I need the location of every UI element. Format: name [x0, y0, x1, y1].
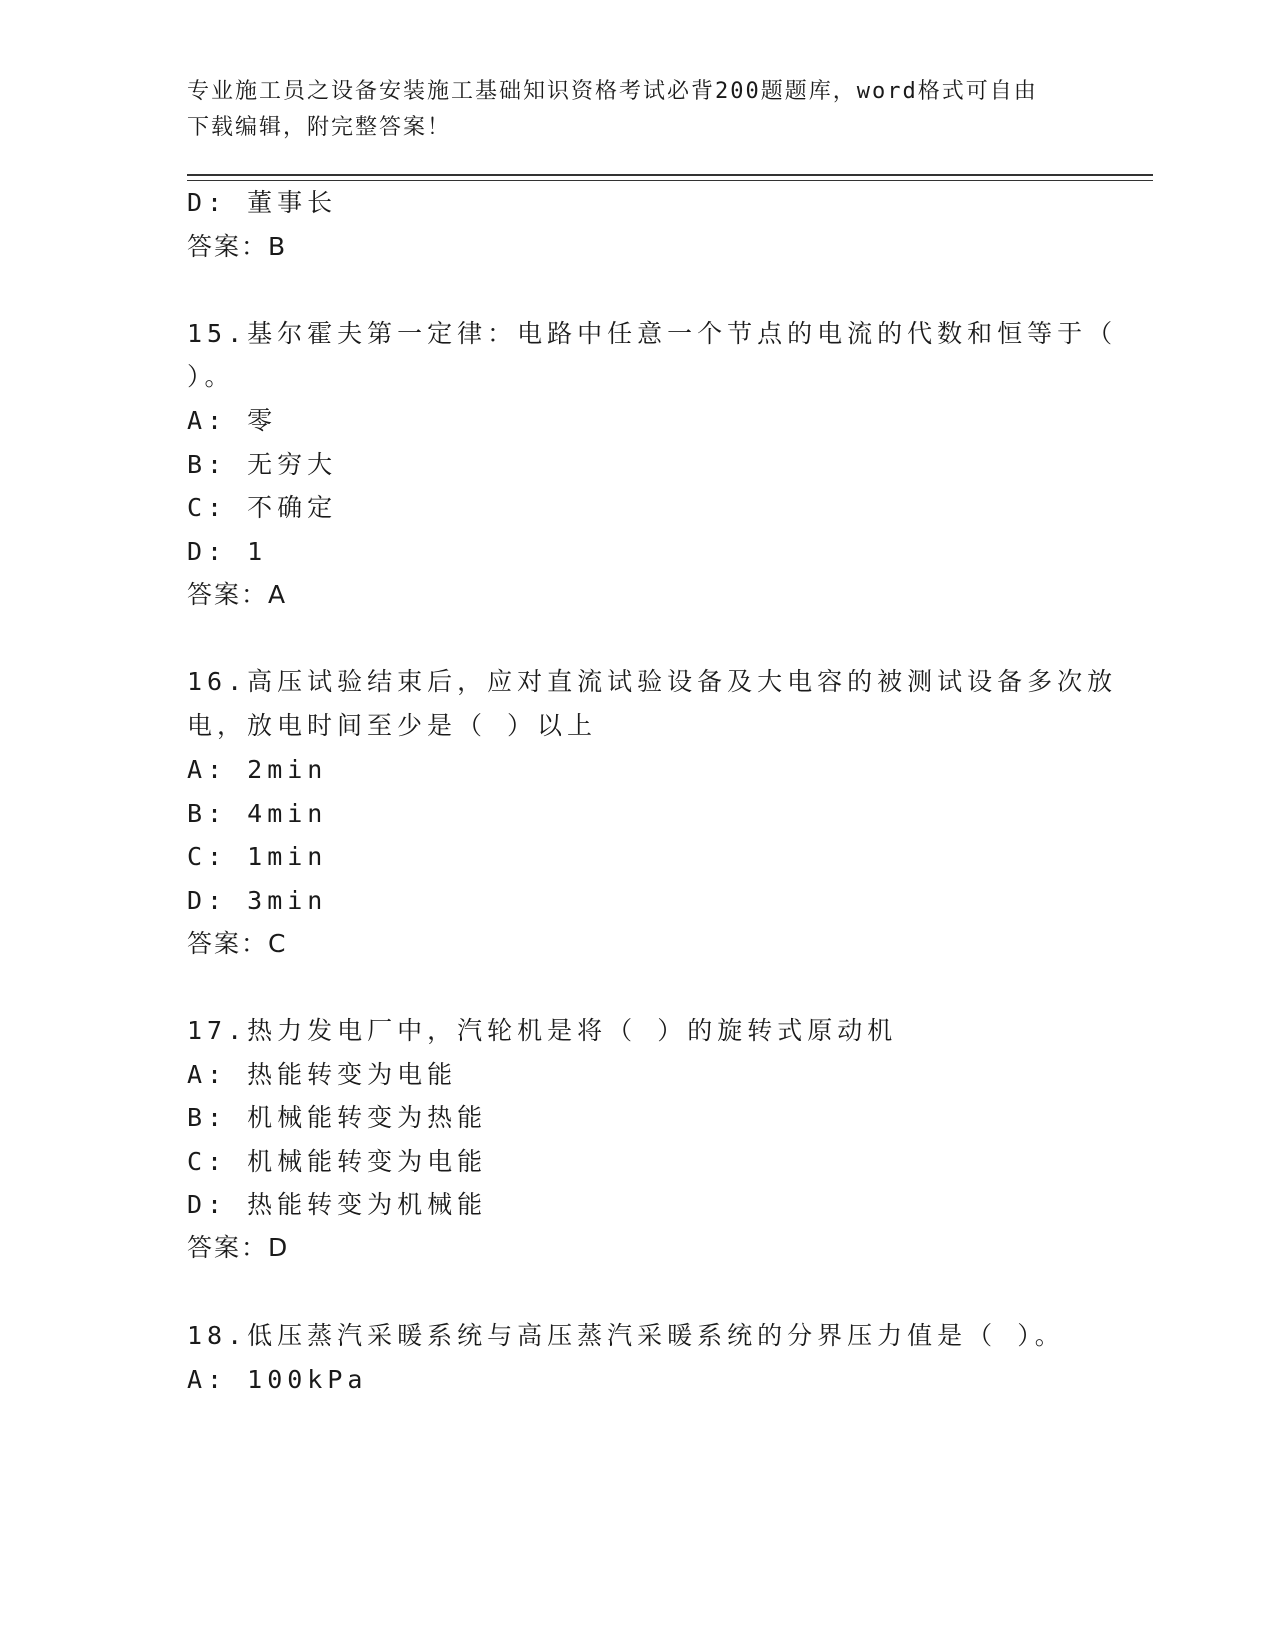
- header-divider-thick: [187, 174, 1153, 176]
- question-16-stem-1: 16.高压试验结束后，应对直流试验设备及大电容的被测试设备多次放: [187, 667, 1118, 696]
- header-line-1: 专业施工员之设备安装施工基础知识资格考试必背200题题库，word格式可自由: [187, 79, 1038, 104]
- question-18-option-a: A: 100kPa: [187, 1365, 368, 1394]
- question-17-stem-1: 17.热力发电厂中，汽轮机是将（ ）的旋转式原动机: [187, 1016, 898, 1045]
- question-16-option-b: B: 4min: [187, 799, 328, 828]
- question-16-stem-2: 电，放电时间至少是（ ）以上: [187, 711, 598, 740]
- question-16-answer: 答案：C: [187, 929, 288, 958]
- question-15-option-c: C: 不确定: [187, 493, 338, 522]
- question-18-stem-1: 18.低压蒸汽采暖系统与高压蒸汽采暖系统的分界压力值是（ ）。: [187, 1321, 1065, 1350]
- question-16-option-d: D: 3min: [187, 886, 328, 915]
- question-17-option-b: B: 机械能转变为热能: [187, 1103, 488, 1132]
- answer-label: 答案：B: [187, 232, 288, 261]
- question-16-option-a: A: 2min: [187, 755, 328, 784]
- question-15-stem-2: ）。: [187, 362, 235, 391]
- question-15-option-d: D: 1: [187, 537, 268, 566]
- question-17-option-a: A: 热能转变为电能: [187, 1060, 458, 1089]
- question-15-stem-1: 15.基尔霍夫第一定律：电路中任意一个节点的电流的代数和恒等于（: [187, 319, 1118, 348]
- document-header: [187, 74, 1067, 146]
- question-15-option-b: B: 无穷大: [187, 450, 338, 479]
- option-d: D: 董事长: [187, 188, 338, 217]
- question-17-option-c: C: 机械能转变为电能: [187, 1147, 488, 1176]
- question-15-option-a: A: 零: [187, 406, 278, 435]
- question-17-option-d: D: 热能转变为机械能: [187, 1190, 488, 1219]
- header-divider-thin: [187, 180, 1153, 181]
- question-17-answer: 答案：D: [187, 1233, 290, 1262]
- header-line-2: 下载编辑，附完整答案！: [187, 115, 452, 140]
- question-16-option-c: C: 1min: [187, 842, 328, 871]
- question-15-answer: 答案：A: [187, 580, 288, 609]
